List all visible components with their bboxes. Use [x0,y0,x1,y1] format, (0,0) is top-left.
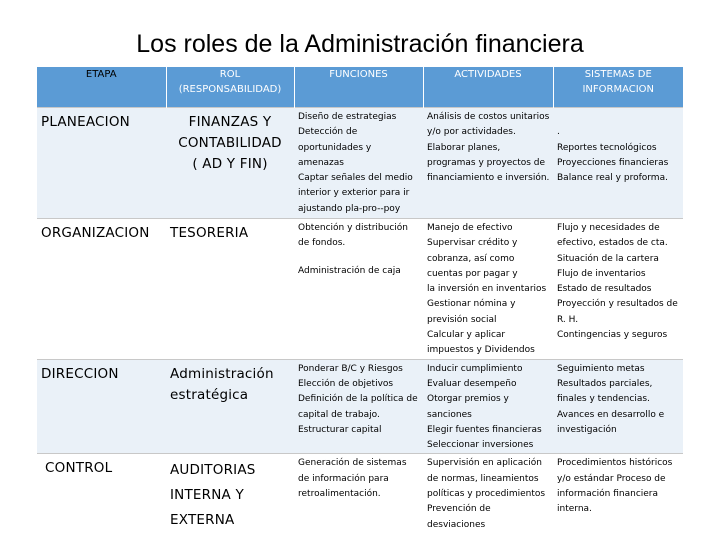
header-row [37,67,683,108]
header-sistemas: SISTEMAS DE INFORMACION [553,67,683,108]
table-row [37,219,683,360]
cell-actividades: Supervisión en aplicación de normas, lineamientos políticas y procedimientos Prevención de desviaciones [423,454,553,534]
cell-funciones: Obtención y distribución de fondos. Administración de caja [294,219,423,360]
header-funciones: FUNCIONES [294,67,423,108]
cell-actividades: Manejo de efectivo Supervisar crédito y cobranza, así como cuentas por pagar y la inversión en inventarios Gestionar nómina y previsión social Calcular y aplicar impuestos y Dividendos [423,219,553,360]
cell-sistemas: Seguimiento metas Resultados parciales, finales y tendencias. Avances en desarrollo e investigación [553,359,683,454]
cell-rol: Administración estratégica [166,359,294,454]
header-etapa: ETAPA [37,67,166,108]
header-actividades: ACTIVIDADES [423,67,553,108]
cell-rol: FINANZAS Y CONTABILIDAD ( AD Y FIN) [166,108,294,219]
cell-actividades: Análisis de costos unitarios y/o por actividades. Elaborar planes, programas y proyectos de financiamiento e inversión. [423,108,553,219]
cell-sistemas: Procedimientos históricos y/o estándar Proceso de información financiera interna. [553,454,683,534]
cell-funciones: Generación de sistemas de información para retroalimentación. [294,454,423,534]
table-row [37,108,683,219]
cell-etapa: ORGANIZACION [37,219,166,360]
cell-etapa: CONTROL [37,454,166,534]
cell-actividades: Inducir cumplimiento Evaluar desempeño Otorgar premios y sanciones Elegir fuentes financieras Seleccionar inversiones [423,359,553,454]
table-row [37,454,683,534]
cell-etapa: DIRECCION [37,359,166,454]
page-title: Los roles de la Administración financiera [136,30,584,58]
header-rol: ROL (RESPONSABILIDAD) [166,67,294,108]
cell-rol: TESORERIA [166,219,294,360]
cell-sistemas: Flujo y necesidades de efectivo, estados de cta. Situación de la cartera Flujo de inventarios Estado de resultados Proyección y resultados de R. H. Contingencias y seguros [553,219,683,360]
funciones-extra: Administración de caja [298,265,401,276]
cell-rol: AUDITORIAS INTERNA Y EXTERNA [166,454,294,534]
cell-sistemas: . Reportes tecnológicos Proyecciones financieras Balance real y proforma. [553,108,683,219]
table-row [37,359,683,454]
cell-funciones: Diseño de estrategias Detección de oportunidades y amenazas Captar señales del medio interior y exterior para ir ajustando pla-pro--poy [294,108,423,219]
cell-funciones: Ponderar B/C y Riesgos Elección de objetivos Definición de la política de capital de trabajo. Estructurar capital [294,359,423,454]
cell-etapa: PLANEACION [37,108,166,219]
roles-table [37,67,683,533]
